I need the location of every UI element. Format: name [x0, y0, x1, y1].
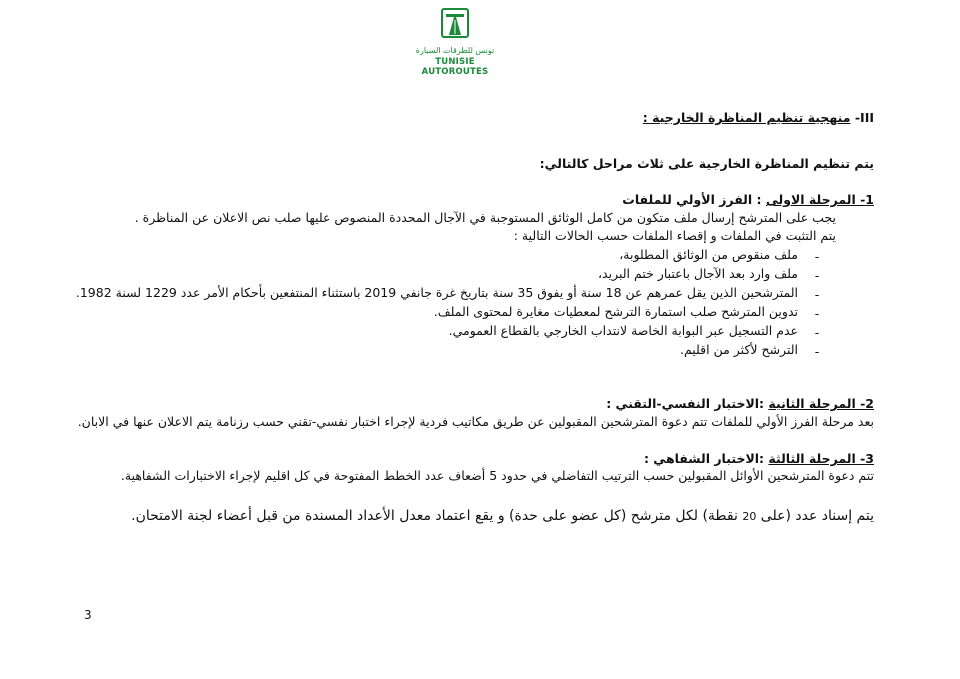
phase1-heading: [622, 192, 874, 207]
list-bullet: -: [814, 287, 820, 302]
intro-text: يتم تنظيم المناظرة الخارجية على ثلاث مراحل كالتالي:: [539, 156, 874, 171]
autoroute-logo-icon: [441, 8, 469, 38]
phase1-line1: يجب على المترشح إرسال ملف متكون من كامل الوثائق المستوجبة في الآجال المحددة المنصوص عليها صلب نص الاعلان عن المناظرة .: [134, 210, 836, 225]
list-bullet: -: [814, 268, 820, 283]
phase2-text: بعد مرحلة الفرز الأولي للملفات تتم دعوة المترشحين المقبولين عن طريق مكاتيب فردية لإجراء اختبار نفسي-تقني حسب رزنامة يتم الاعلان عنها في الابان.: [77, 414, 874, 429]
page-number: 3: [84, 608, 92, 622]
logo-arabic-text: تونس للطرقات السيارة: [415, 46, 495, 55]
scoring-before: يتم إسناد عدد (على: [756, 508, 874, 524]
list-item: ملف منقوص من الوثائق المطلوبة،: [619, 247, 798, 262]
list-item: المترشحين الذين يقل عمرهم عن 18 سنة أو يفوق 35 سنة بتاريخ غرة جانفي 2019 باستثناء المنتفعين بأحكام الأمر عدد 1229 لسنة 1982.: [75, 285, 798, 300]
phase3-heading: [644, 451, 874, 466]
phase2-label: 2- المرحلة الثانية: [768, 396, 874, 411]
phase3-text: تتم دعوة المترشحين الأوائل المقبولين حسب الترتيب التفاضلي في حدود 5 أضعاف عدد الخطط المفتوحة في كل اقليم لإجراء الاختبارات الشفاهية.: [120, 468, 874, 483]
phase3-title: :الاختبار الشفاهي :: [643, 451, 765, 466]
logo-english-text: TUNISIE AUTOROUTES: [421, 57, 489, 77]
list-item: ملف وارد بعد الآجال باعتبار ختم البريد،: [598, 266, 798, 281]
section-numeral: III-: [854, 110, 874, 125]
section-heading: [643, 110, 874, 125]
scoring-number: 20: [742, 510, 757, 523]
section-title: منهجية تنظيم المناظرة الخارجية :: [642, 110, 851, 125]
company-logo: [405, 4, 505, 77]
phase1-line2: يتم التثبت في الملفات و إقصاء الملفات حسب الحالات التالية :: [513, 228, 836, 243]
scoring-text: [131, 508, 874, 524]
phase2-heading: [606, 396, 874, 411]
list-item: الترشح لأكثر من اقليم.: [679, 342, 798, 357]
phase1-title: : الفرز الأولي للملفات: [622, 192, 762, 207]
phase3-label: 3- المرحلة الثالثة: [768, 451, 874, 466]
scoring-after: نقطة) لكل مترشح (كل عضو على حدة) و يقع اعتماد معدل الأعداد المسندة من قبل أعضاء لجنة الامتحان.: [131, 508, 743, 524]
list-bullet: -: [814, 344, 820, 359]
phase1-label: 1- المرحلة الاولى: [765, 192, 874, 207]
list-bullet: -: [814, 306, 820, 321]
list-item: عدم التسجيل عبر البوابة الخاصة لانتداب الخارجي بالقطاع العمومي.: [448, 323, 798, 338]
list-bullet: -: [814, 249, 820, 264]
list-item: تدوين المترشح صلب استمارة الترشح لمعطيات مغايرة لمحتوى الملف.: [433, 304, 798, 319]
phase2-title: :الاختبار النفسي-التقني :: [606, 396, 765, 411]
list-bullet: -: [814, 325, 820, 340]
